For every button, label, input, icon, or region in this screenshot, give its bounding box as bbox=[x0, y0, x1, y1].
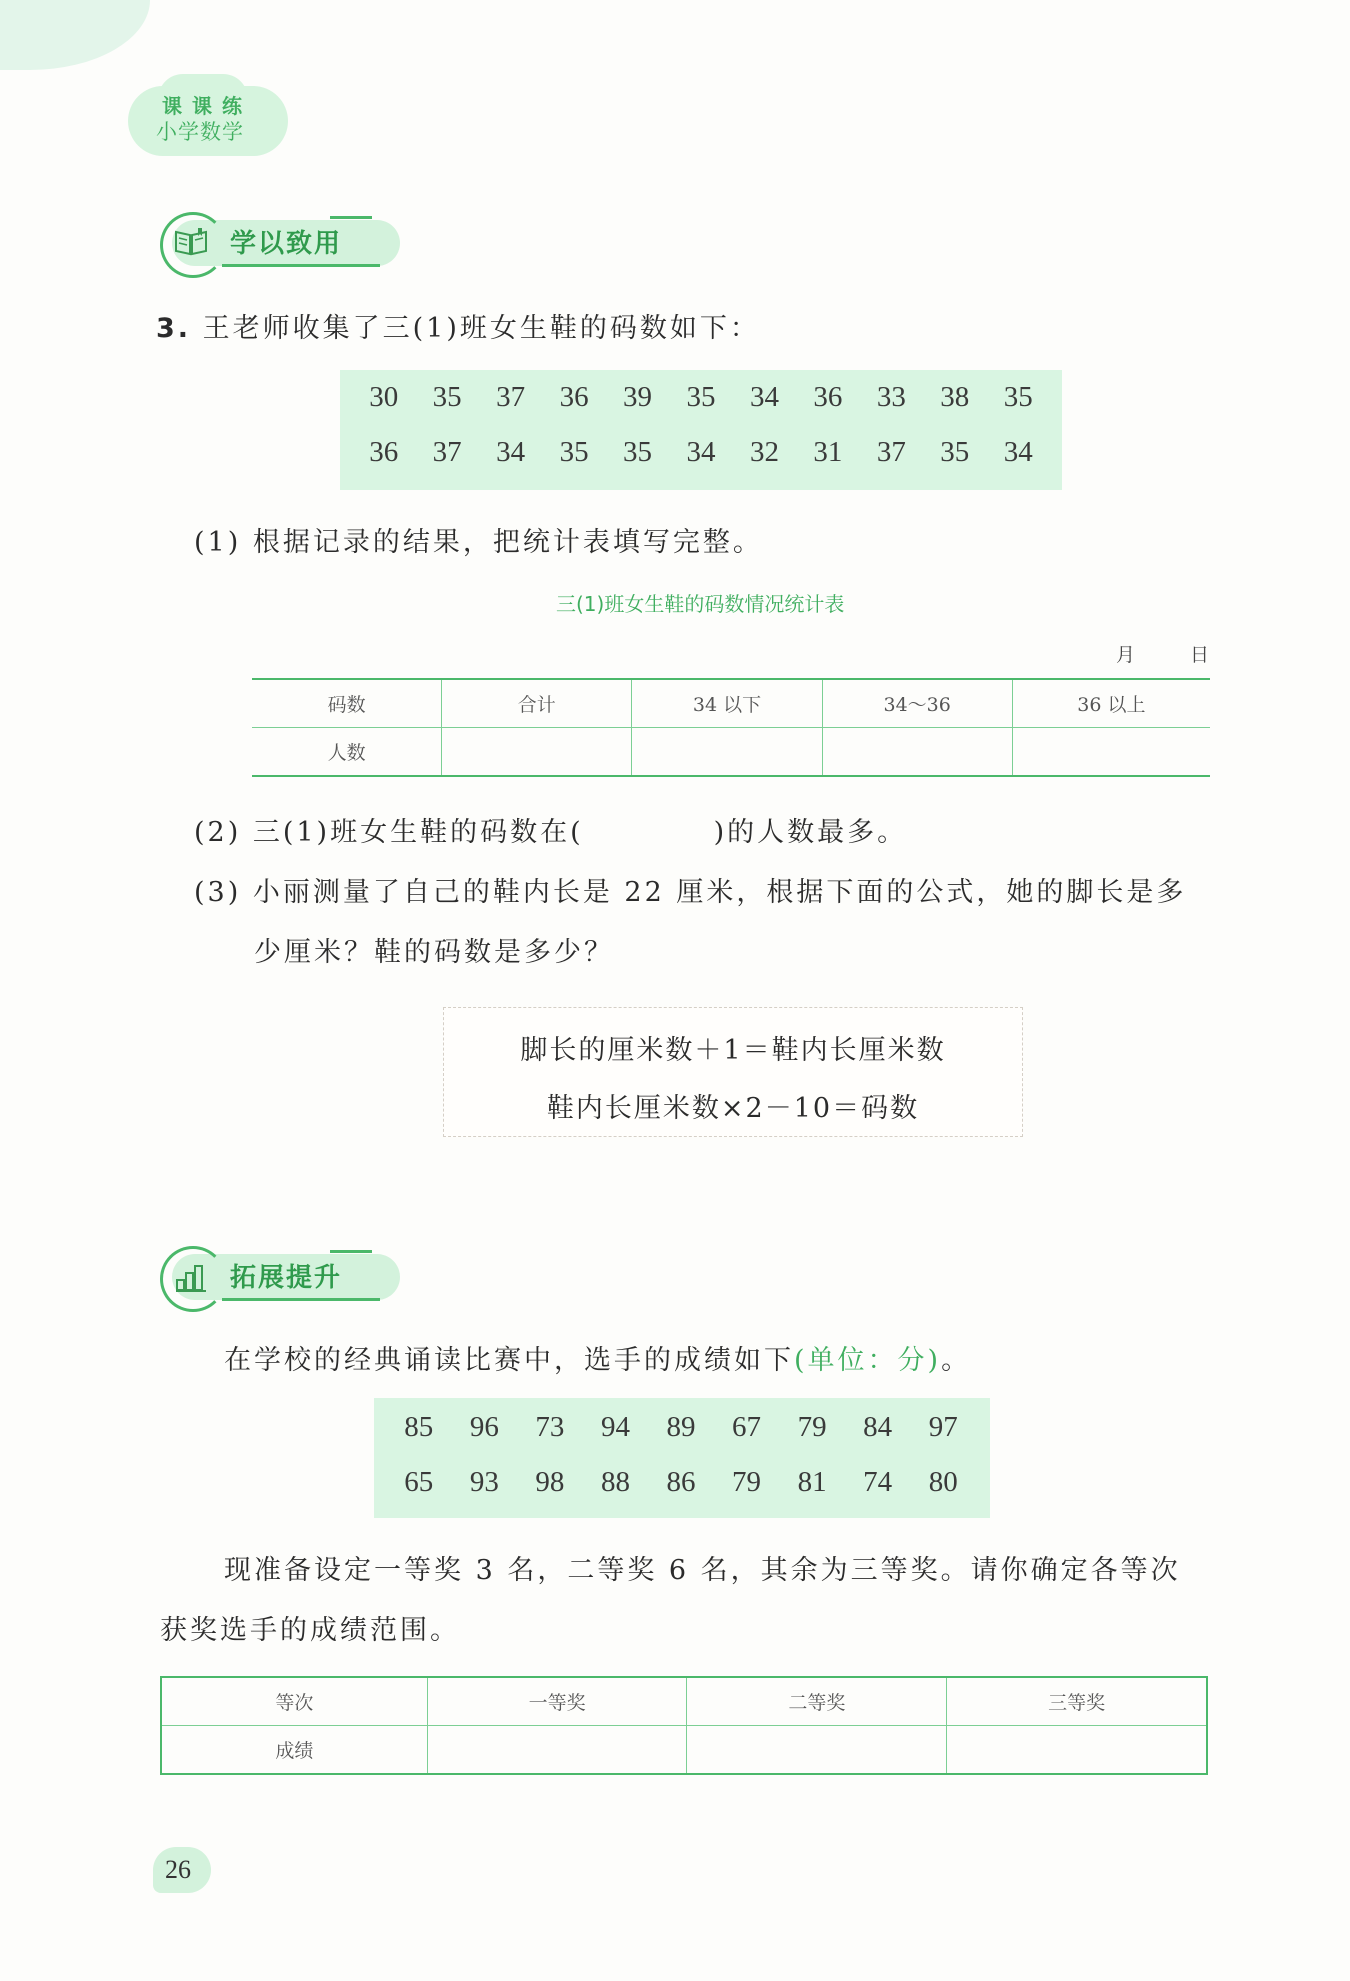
page-number: 26 bbox=[165, 1855, 191, 1884]
answer-cell-34-36[interactable] bbox=[822, 728, 1012, 777]
corner-decoration bbox=[0, 0, 150, 70]
section-title: 学以致用 bbox=[230, 229, 343, 259]
date-month: 月 bbox=[1116, 644, 1136, 666]
data-value: 96 bbox=[469, 1411, 499, 1443]
data-value: 89 bbox=[666, 1411, 696, 1443]
data-value: 88 bbox=[600, 1466, 630, 1498]
data-value: 80 bbox=[928, 1466, 958, 1498]
section-header-apply bbox=[160, 212, 420, 272]
data-value: 81 bbox=[797, 1466, 827, 1498]
table-header-cell: 34～36 bbox=[822, 679, 1012, 728]
data-value: 36 bbox=[559, 381, 589, 413]
answer-cell-above-36[interactable] bbox=[1012, 728, 1210, 777]
data-value: 35 bbox=[686, 381, 716, 413]
data-value: 39 bbox=[623, 381, 653, 413]
book-icon bbox=[174, 226, 208, 258]
extension-intro-end: 。 bbox=[941, 1345, 972, 1376]
data-value: 37 bbox=[432, 436, 462, 468]
data-value: 36 bbox=[813, 381, 843, 413]
extension-intro-text: 在学校的经典诵读比赛中，选手的成绩如下 bbox=[224, 1345, 794, 1376]
answer-cell-total[interactable] bbox=[442, 728, 632, 777]
data-value: 37 bbox=[496, 381, 526, 413]
data-value: 67 bbox=[732, 1411, 762, 1443]
formula-line-1: 脚长的厘米数＋1＝鞋内长厘米数 bbox=[520, 1035, 946, 1066]
data-value: 35 bbox=[559, 436, 589, 468]
part-3-line-1: (3) 小丽测量了自己的鞋内长是 22 厘米，根据下面的公式，她的脚长是多 bbox=[194, 877, 1187, 908]
question-text: 王老师收集了三(1)班女生鞋的码数如下： bbox=[202, 313, 760, 344]
table-header-cell: 码数 bbox=[252, 679, 442, 728]
shoe-size-grid bbox=[352, 381, 1050, 469]
answer-cell-below-34[interactable] bbox=[632, 728, 822, 777]
table-header-cell: 三等奖 bbox=[947, 1677, 1207, 1726]
data-value: 35 bbox=[940, 436, 970, 468]
brand-series-name: 课课练 bbox=[162, 94, 252, 118]
data-value: 37 bbox=[876, 436, 906, 468]
table-header-cell: 二等奖 bbox=[687, 1677, 947, 1726]
data-value: 34 bbox=[1003, 436, 1033, 468]
page-number-badge bbox=[153, 1847, 211, 1893]
data-value: 98 bbox=[535, 1466, 565, 1498]
date-day: 日 bbox=[1190, 644, 1210, 666]
part-1-instruction: (1) 根据记录的结果，把统计表填写完整。 bbox=[194, 527, 763, 558]
answer-cell-third-prize[interactable] bbox=[947, 1726, 1207, 1775]
question-3-intro bbox=[156, 306, 760, 345]
row-label: 成绩 bbox=[161, 1726, 427, 1775]
data-value: 31 bbox=[813, 436, 843, 468]
part-2-text-after: )的人数最多。 bbox=[713, 817, 908, 848]
extension-intro bbox=[224, 1338, 971, 1377]
section-title: 拓展提升 bbox=[230, 1263, 343, 1293]
formula-line-2: 鞋内长厘米数×2－10＝码数 bbox=[546, 1093, 920, 1124]
part-2-text-before: (2) 三(1)班女生鞋的码数在( bbox=[194, 817, 584, 848]
answer-cell-first-prize[interactable] bbox=[427, 1726, 687, 1775]
data-value: 35 bbox=[623, 436, 653, 468]
row-label: 人数 bbox=[252, 728, 442, 777]
data-value: 36 bbox=[369, 436, 399, 468]
data-value: 94 bbox=[600, 1411, 630, 1443]
data-value: 35 bbox=[1003, 381, 1033, 413]
table-header-cell: 等次 bbox=[161, 1677, 427, 1726]
data-value: 35 bbox=[432, 381, 462, 413]
question-number: 3. bbox=[156, 313, 192, 344]
table-header-cell: 34 以下 bbox=[632, 679, 822, 728]
brand-logo bbox=[128, 68, 288, 158]
data-value: 32 bbox=[749, 436, 779, 468]
table-header-cell: 36 以上 bbox=[1012, 679, 1210, 728]
data-value: 65 bbox=[404, 1466, 434, 1498]
stat-table-title: 三(1)班女生鞋的码数情况统计表 bbox=[556, 592, 845, 616]
table-row bbox=[161, 1726, 1207, 1775]
table-header-cell: 合计 bbox=[442, 679, 632, 728]
data-value: 34 bbox=[496, 436, 526, 468]
data-value: 34 bbox=[749, 381, 779, 413]
unit-note: (单位：分) bbox=[794, 1345, 942, 1376]
data-value: 38 bbox=[940, 381, 970, 413]
data-value: 84 bbox=[863, 1411, 893, 1443]
prize-range-table bbox=[160, 1676, 1208, 1775]
table-header-row bbox=[161, 1677, 1207, 1726]
data-value: 33 bbox=[876, 381, 906, 413]
shoe-size-stat-table bbox=[252, 678, 1210, 777]
data-value: 86 bbox=[666, 1466, 696, 1498]
section-header-extend bbox=[160, 1246, 420, 1306]
steps-chart-icon bbox=[174, 1260, 208, 1292]
table-row bbox=[252, 728, 1210, 777]
table-header-cell: 一等奖 bbox=[427, 1677, 687, 1726]
data-value: 34 bbox=[686, 436, 716, 468]
task-line-1: 现准备设定一等奖 3 名，二等奖 6 名，其余为三等奖。请你确定各等次 bbox=[224, 1555, 1181, 1586]
part-3-line-2: 少厘米？鞋的码数是多少？ bbox=[254, 937, 614, 968]
brand-subject: 小学数学 bbox=[156, 120, 244, 144]
data-value: 74 bbox=[863, 1466, 893, 1498]
data-value: 73 bbox=[535, 1411, 565, 1443]
table-header-row bbox=[252, 679, 1210, 728]
data-value: 85 bbox=[404, 1411, 434, 1443]
score-grid bbox=[386, 1411, 976, 1499]
data-value: 97 bbox=[928, 1411, 958, 1443]
data-value: 79 bbox=[797, 1411, 827, 1443]
part-2-question bbox=[194, 810, 907, 849]
formula-box bbox=[443, 1007, 1023, 1137]
data-value: 93 bbox=[469, 1466, 499, 1498]
data-value: 30 bbox=[369, 381, 399, 413]
task-line-2: 获奖选手的成绩范围。 bbox=[160, 1615, 460, 1646]
answer-cell-second-prize[interactable] bbox=[687, 1726, 947, 1775]
data-value: 79 bbox=[732, 1466, 762, 1498]
